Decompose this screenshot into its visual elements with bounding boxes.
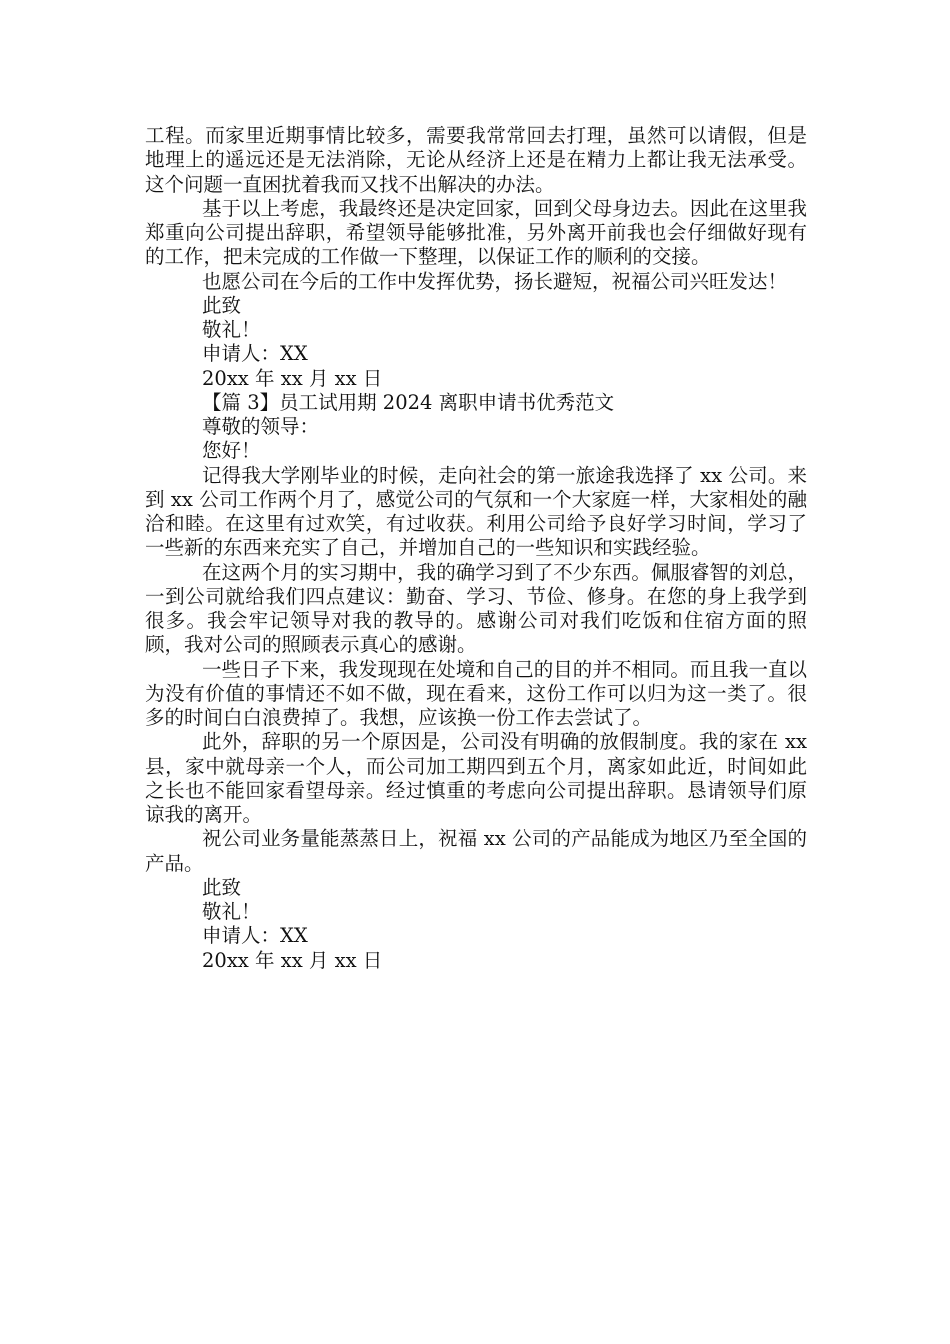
paragraph-2: 基于以上考虑，我最终还是决定回家，回到父母身边去。因此在这里我郑重向公司提出辞职，希望领导能够批准，另外离开前我也会仔细做好现有的工作，把未完成的工作做一下整理，以保证工作的顺利的交接。 — [145, 196, 807, 269]
date-1: 20xx 年 xx 月 xx 日 — [202, 366, 383, 390]
applicant-1: 申请人：XX — [202, 342, 308, 366]
paragraph-1: 工程。而家里近期事情比较多，需要我常常回去打理，虽然可以请假，但是地理上的遥远还是无法消除，无论从经济上还是在精力上都让我无法承受。这个问题一直困扰着我而又找不出解决的办法。 — [145, 124, 807, 196]
paragraph-8: 祝公司业务量能蒸蒸日上，祝福 xx 公司的产品能成为地区乃至全国的产品。 — [145, 827, 807, 875]
paragraph-7: 此外，辞职的另一个原因是，公司没有明确的放假制度。我的家在 xx 县，家中就母亲一个人，而公司加工期四到五个月，离家如此近，时间如此之长也不能回家看望母亲。经过慎重的考虑向公司提出辞职。恳请领导们原谅我的离开。 — [145, 730, 807, 826]
section-heading-3: 【篇 3】员工试用期 2024 离职申请书优秀范文 — [202, 390, 615, 414]
paragraph-4: 记得我大学刚毕业的时候，走向社会的第一旅途我选择了 xx 公司。来到 xx 公司工作两个月了，感觉公司的气氛和一个大家庭一样，大家相处的融洽和睦。在这里有过欢笑，有过收获。利用公司给予良好学习时间，学习了一些新的东西来充实了自己，并增加自己的一些知识和实践经验。 — [145, 463, 807, 560]
document-page — [145, 124, 807, 973]
closing-1: 此致 — [202, 293, 242, 317]
paragraph-5: 在这两个月的实习期中，我的确学习到了不少东西。佩服睿智的刘总，一到公司就给我们四点建议：勤奋、学习、节俭、修身。在您的身上我学到很多。我会牢记领导对我的教导的。感谢公司对我们吃饭和住宿方面的照顾，我对公司的照顾表示真心的感谢。 — [145, 560, 807, 657]
paragraph-3: 也愿公司在今后的工作中发挥优势，扬长避短，祝福公司兴旺发达！ — [202, 269, 788, 293]
closing-2: 此致 — [202, 875, 242, 899]
salute-2: 敬礼！ — [202, 900, 261, 923]
applicant-2: 申请人：XX — [202, 924, 308, 948]
hello: 您好！ — [202, 439, 261, 463]
greeting: 尊敬的领导： — [202, 415, 320, 438]
date-2: 20xx 年 xx 月 xx 日 — [202, 948, 383, 972]
paragraph-6: 一些日子下来，我发现现在处境和自己的目的并不相同。而且我一直以为没有价值的事情还不如不做，现在看来，这份工作可以归为这一类了。很多的时间白白浪费掉了。我想，应该换一份工作去尝试了。 — [145, 657, 807, 729]
salute-1: 敬礼！ — [202, 318, 261, 341]
